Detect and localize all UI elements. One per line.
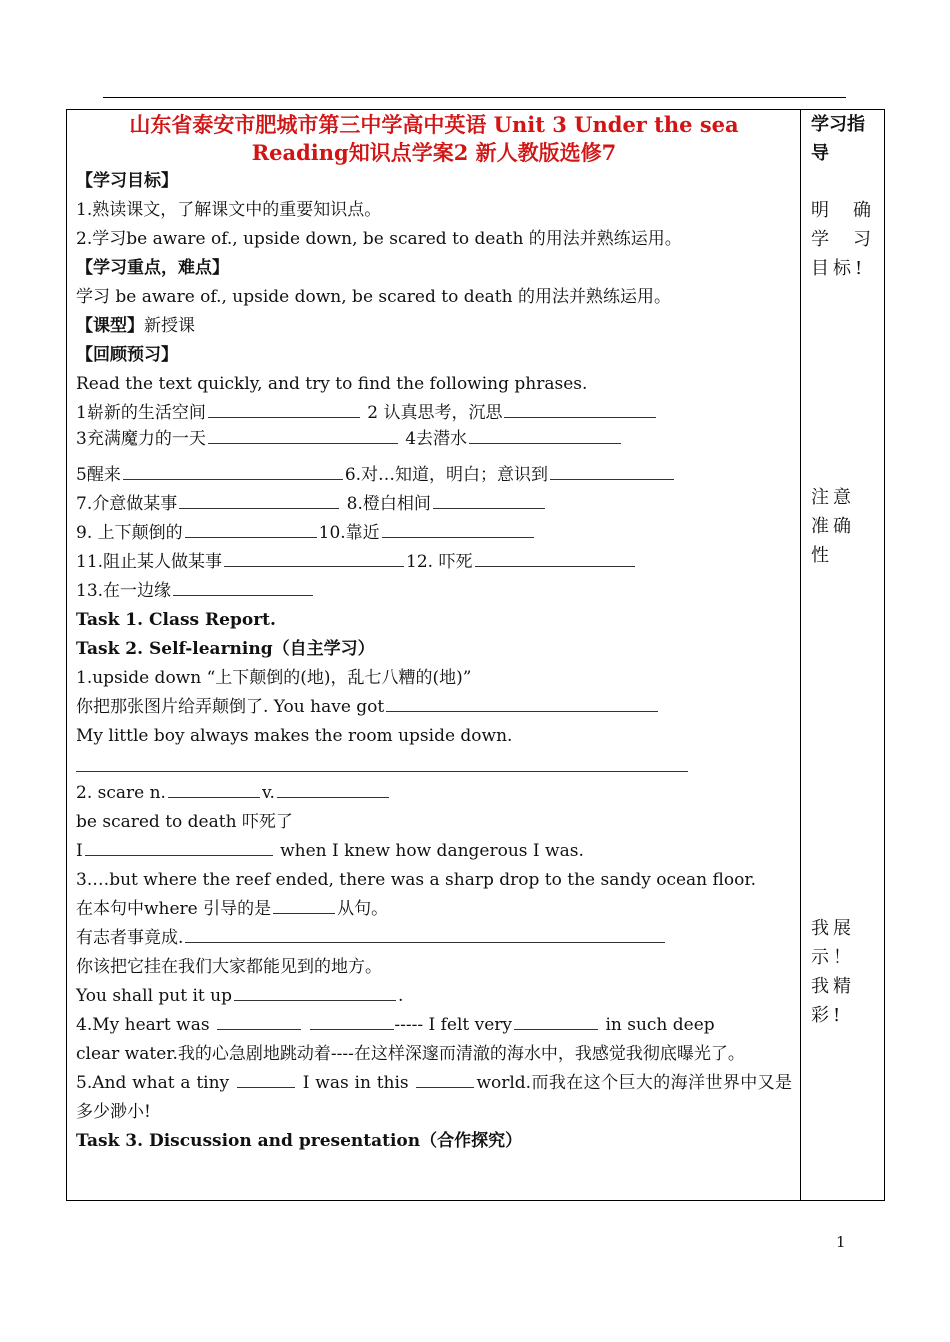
item-2-verb-label: v. [261,783,275,803]
objective-2: 2.学习be aware of., upside down, be scared to death 的用法并熟练运用。 [76,229,682,249]
item-4-line-2: clear water.我的心急剧地跳动着----在这样深邃而清澈的海水中，我感觉我彻底曝光了。 [76,1044,745,1064]
phrase-7: 7.介意做某事 [76,494,178,514]
item-4-line-1 [76,1011,792,1040]
phrase-6: 6.对…知道，明白；意识到 [344,465,549,485]
answer-blank[interactable] [382,519,534,538]
item-4-end: in such deep [605,1015,715,1035]
answer-blank[interactable] [475,548,635,567]
item-3-proverb [76,924,792,953]
answer-blank[interactable] [550,461,674,480]
guidance-heading: 学习指导 [811,114,865,164]
review-intro: Read the text quickly, and try to find the following phrases. [76,374,588,394]
item-2-clause: when I knew how dangerous I was. [280,841,584,861]
item-2-subject: I [76,841,83,861]
guidance-note-accuracy: 注意准确性 [811,487,855,566]
phrase-11: 11.阻止某人做某事 [76,552,223,572]
item-3-sentence: 3.…but where the reef ended, there was a sharp drop to the sandy ocean floor. [76,870,756,890]
task-3-heading: Task 3. Discussion and presentation（合作探究） [76,1131,523,1151]
answer-blank[interactable] [224,548,404,567]
guidance-column [811,110,879,1026]
phrase-1: 1崭新的生活空间 [76,403,206,423]
lesson-type-label: 【课型】 [76,316,144,336]
item-1-prompt: 你把那张图片给弄颠倒了. You have got [76,697,385,717]
answer-blank[interactable] [234,982,396,1001]
phrase-4: 4去潜水 [405,429,468,449]
objective-1: 1.熟读课文，了解课文中的重要知识点。 [76,200,382,220]
guidance-note-showcase: 我展示！我精彩! [811,918,855,1026]
answer-blank[interactable] [217,1011,301,1030]
title-line-1: 山东省泰安市肥城市第三中学高中英语 Unit 3 Under the sea [129,112,739,137]
item-1-head: 1.upside down “上下颠倒的(地)，乱七八糟的(地)” [76,668,472,688]
item-4-middle: ----- I felt very [394,1015,513,1035]
item-2-phrase: be scared to death 吓死了 [76,812,293,832]
review-heading: 【回顾预习】 [76,345,178,365]
keypoints-text: 学习 be aware of., upside down, be scared to death 的用法并熟练运用。 [76,287,671,307]
item-5-middle: I was in this [302,1073,409,1093]
task-1-heading: Task 1. Class Report. [76,610,276,630]
answer-blank[interactable] [179,490,339,509]
column-divider [800,110,801,1200]
item-5-end: world.而我在这个巨大的海洋世界中又是多少渺小! [76,1073,793,1122]
answer-blank[interactable] [433,490,545,509]
answer-blank[interactable] [208,399,360,418]
answer-blank[interactable] [273,895,335,914]
answer-blank[interactable] [310,1011,394,1030]
item-2-noun-label: 2. scare n. [76,783,166,803]
item-3-fill-prompt: You shall put it up [76,986,232,1006]
phrase-8: 8.橙白相间 [346,494,431,514]
item-3-suffix: 从句。 [337,899,389,919]
answer-blank[interactable] [85,837,273,856]
answer-blank[interactable] [208,425,398,444]
phrase-row-5 [76,519,792,548]
answer-blank[interactable] [416,1069,474,1088]
answer-blank[interactable] [123,461,343,480]
answer-blank[interactable] [185,924,665,943]
item-3-prompt: 在本句中where 引导的是 [76,899,272,919]
item-3-translation: 你该把它挂在我们大家都能见到的地方。 [76,957,382,977]
answer-blank[interactable] [277,779,389,798]
phrase-3: 3充满魔力的一天 [76,429,206,449]
task-2-heading: Task 2. Self-learning（自主学习） [76,639,375,659]
worksheet-table [66,109,885,1201]
phrase-row-3 [76,461,792,490]
page-number: 1 [836,1233,846,1251]
item-3-period: . [398,986,404,1006]
item-3-proverb-text: 有志者事竟成. [76,928,184,948]
phrase-13: 13.在一边缘 [76,581,172,601]
answer-line[interactable] [76,751,688,772]
lesson-type-value: 新授课 [144,316,195,336]
phrase-12: 12. 吓死 [406,552,473,572]
phrase-row-6 [76,548,792,577]
item-3-fill [76,982,792,1011]
phrase-row-4 [76,490,792,519]
item-2-sentence [76,837,792,866]
phrase-5: 5醒来 [76,465,121,485]
answer-blank[interactable] [237,1069,295,1088]
objectives-heading: 【学习目标】 [76,171,178,191]
phrase-row-1 [76,399,792,425]
title-line-2: Reading知识点学案2 新人教版选修7 [251,140,617,165]
answer-blank[interactable] [504,399,656,418]
phrase-10: 10.靠近 [318,523,380,543]
answer-blank[interactable] [168,779,260,798]
item-1-example: My little boy always makes the room upside down. [76,726,513,746]
document-title [76,111,792,167]
answer-blank[interactable] [469,425,621,444]
answer-blank[interactable] [386,693,658,712]
answer-blank[interactable] [514,1011,598,1030]
main-column [76,110,792,1156]
item-5 [76,1069,792,1127]
header-rule [103,97,846,98]
item-2-scare [76,779,792,808]
item-3-question [76,895,792,924]
item-4-prompt: 4.My heart was [76,1015,210,1035]
phrase-9: 9. 上下颠倒的 [76,523,183,543]
phrase-row-2 [76,425,792,451]
phrase-row-7 [76,577,792,606]
answer-blank[interactable] [185,519,317,538]
keypoints-heading: 【学习重点，难点】 [76,258,229,278]
answer-blank[interactable] [173,577,313,596]
lesson-type [76,312,792,341]
item-1-question [76,693,792,722]
guidance-note-objectives: 明确学习目标! [811,200,875,279]
item-5-prompt: 5.And what a tiny [76,1073,230,1093]
phrase-2: 2 认真思考，沉思 [367,403,503,423]
